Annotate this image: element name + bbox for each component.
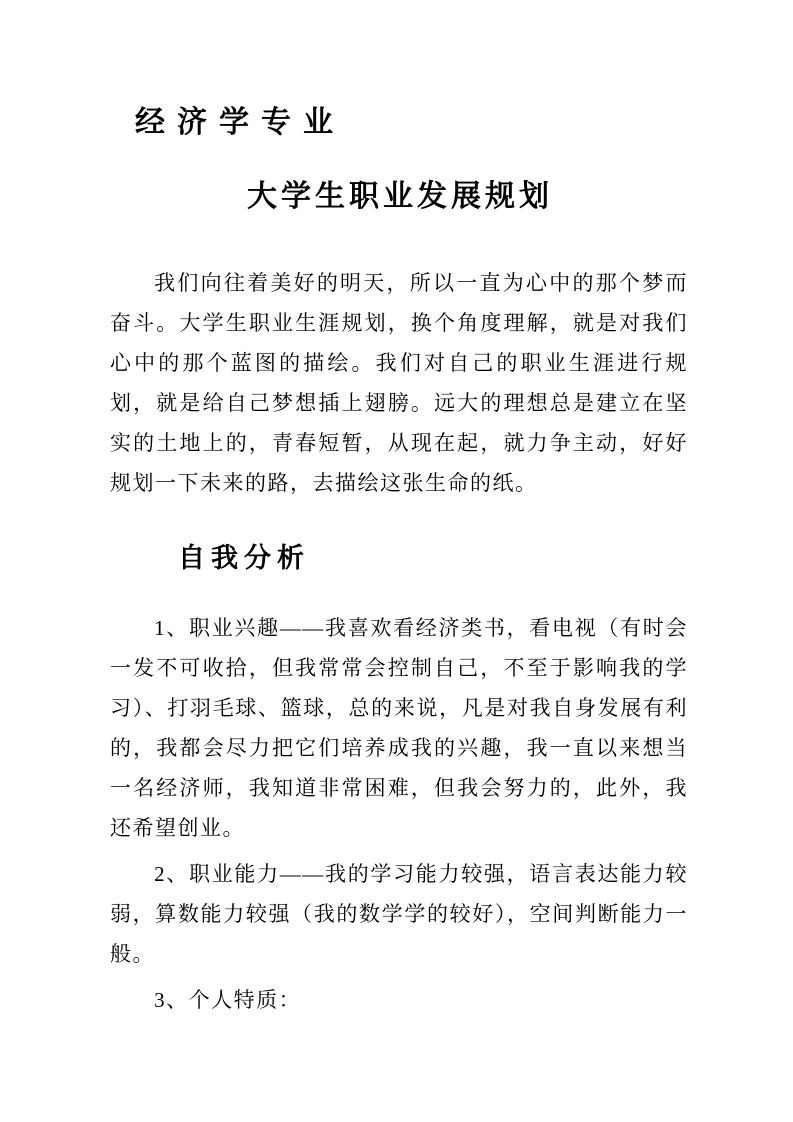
list-item-career-interest: 1、职业兴趣——我喜欢看经济类书，看电视（有时会一发不可收拾，但我常常会控制自己，不至于影响我的学习）、打羽毛球、篮球，总的来说，凡是对我自身发展有利的，我都会尽力把它们培养成我的兴趣，我一直以来想当一名经济师，我知道非常困难，但我会努力的，此外，我还希望创业。 [110, 616, 688, 840]
section-heading-self-analysis: 自我分析 [178, 543, 310, 573]
list-item-personal-traits: 3、个人特质： [154, 988, 302, 1012]
intro-paragraph: 我们向往着美好的明天，所以一直为心中的那个梦而奋斗。大学生职业生涯规划，换个角度理解，就是对我们心中的那个蓝图的描绘。我们对自己的职业生涯进行规划，就是给自己梦想插上翅膀。远大的理想总是建立在坚实的土地上的，青春短暂，从现在起，就力争主动，好好规划一下未来的路，去描绘这张生命的纸。 [110, 271, 688, 495]
document-title-line-1: 经济学专业 [135, 106, 345, 139]
document-title-line-2: 大学生职业发展规划 [247, 180, 553, 213]
list-item-career-ability: 2、职业能力——我的学习能力较强，语言表达能力较弱，算数能力较强（我的数学学的较好），空间判断能力一般。 [110, 862, 688, 966]
